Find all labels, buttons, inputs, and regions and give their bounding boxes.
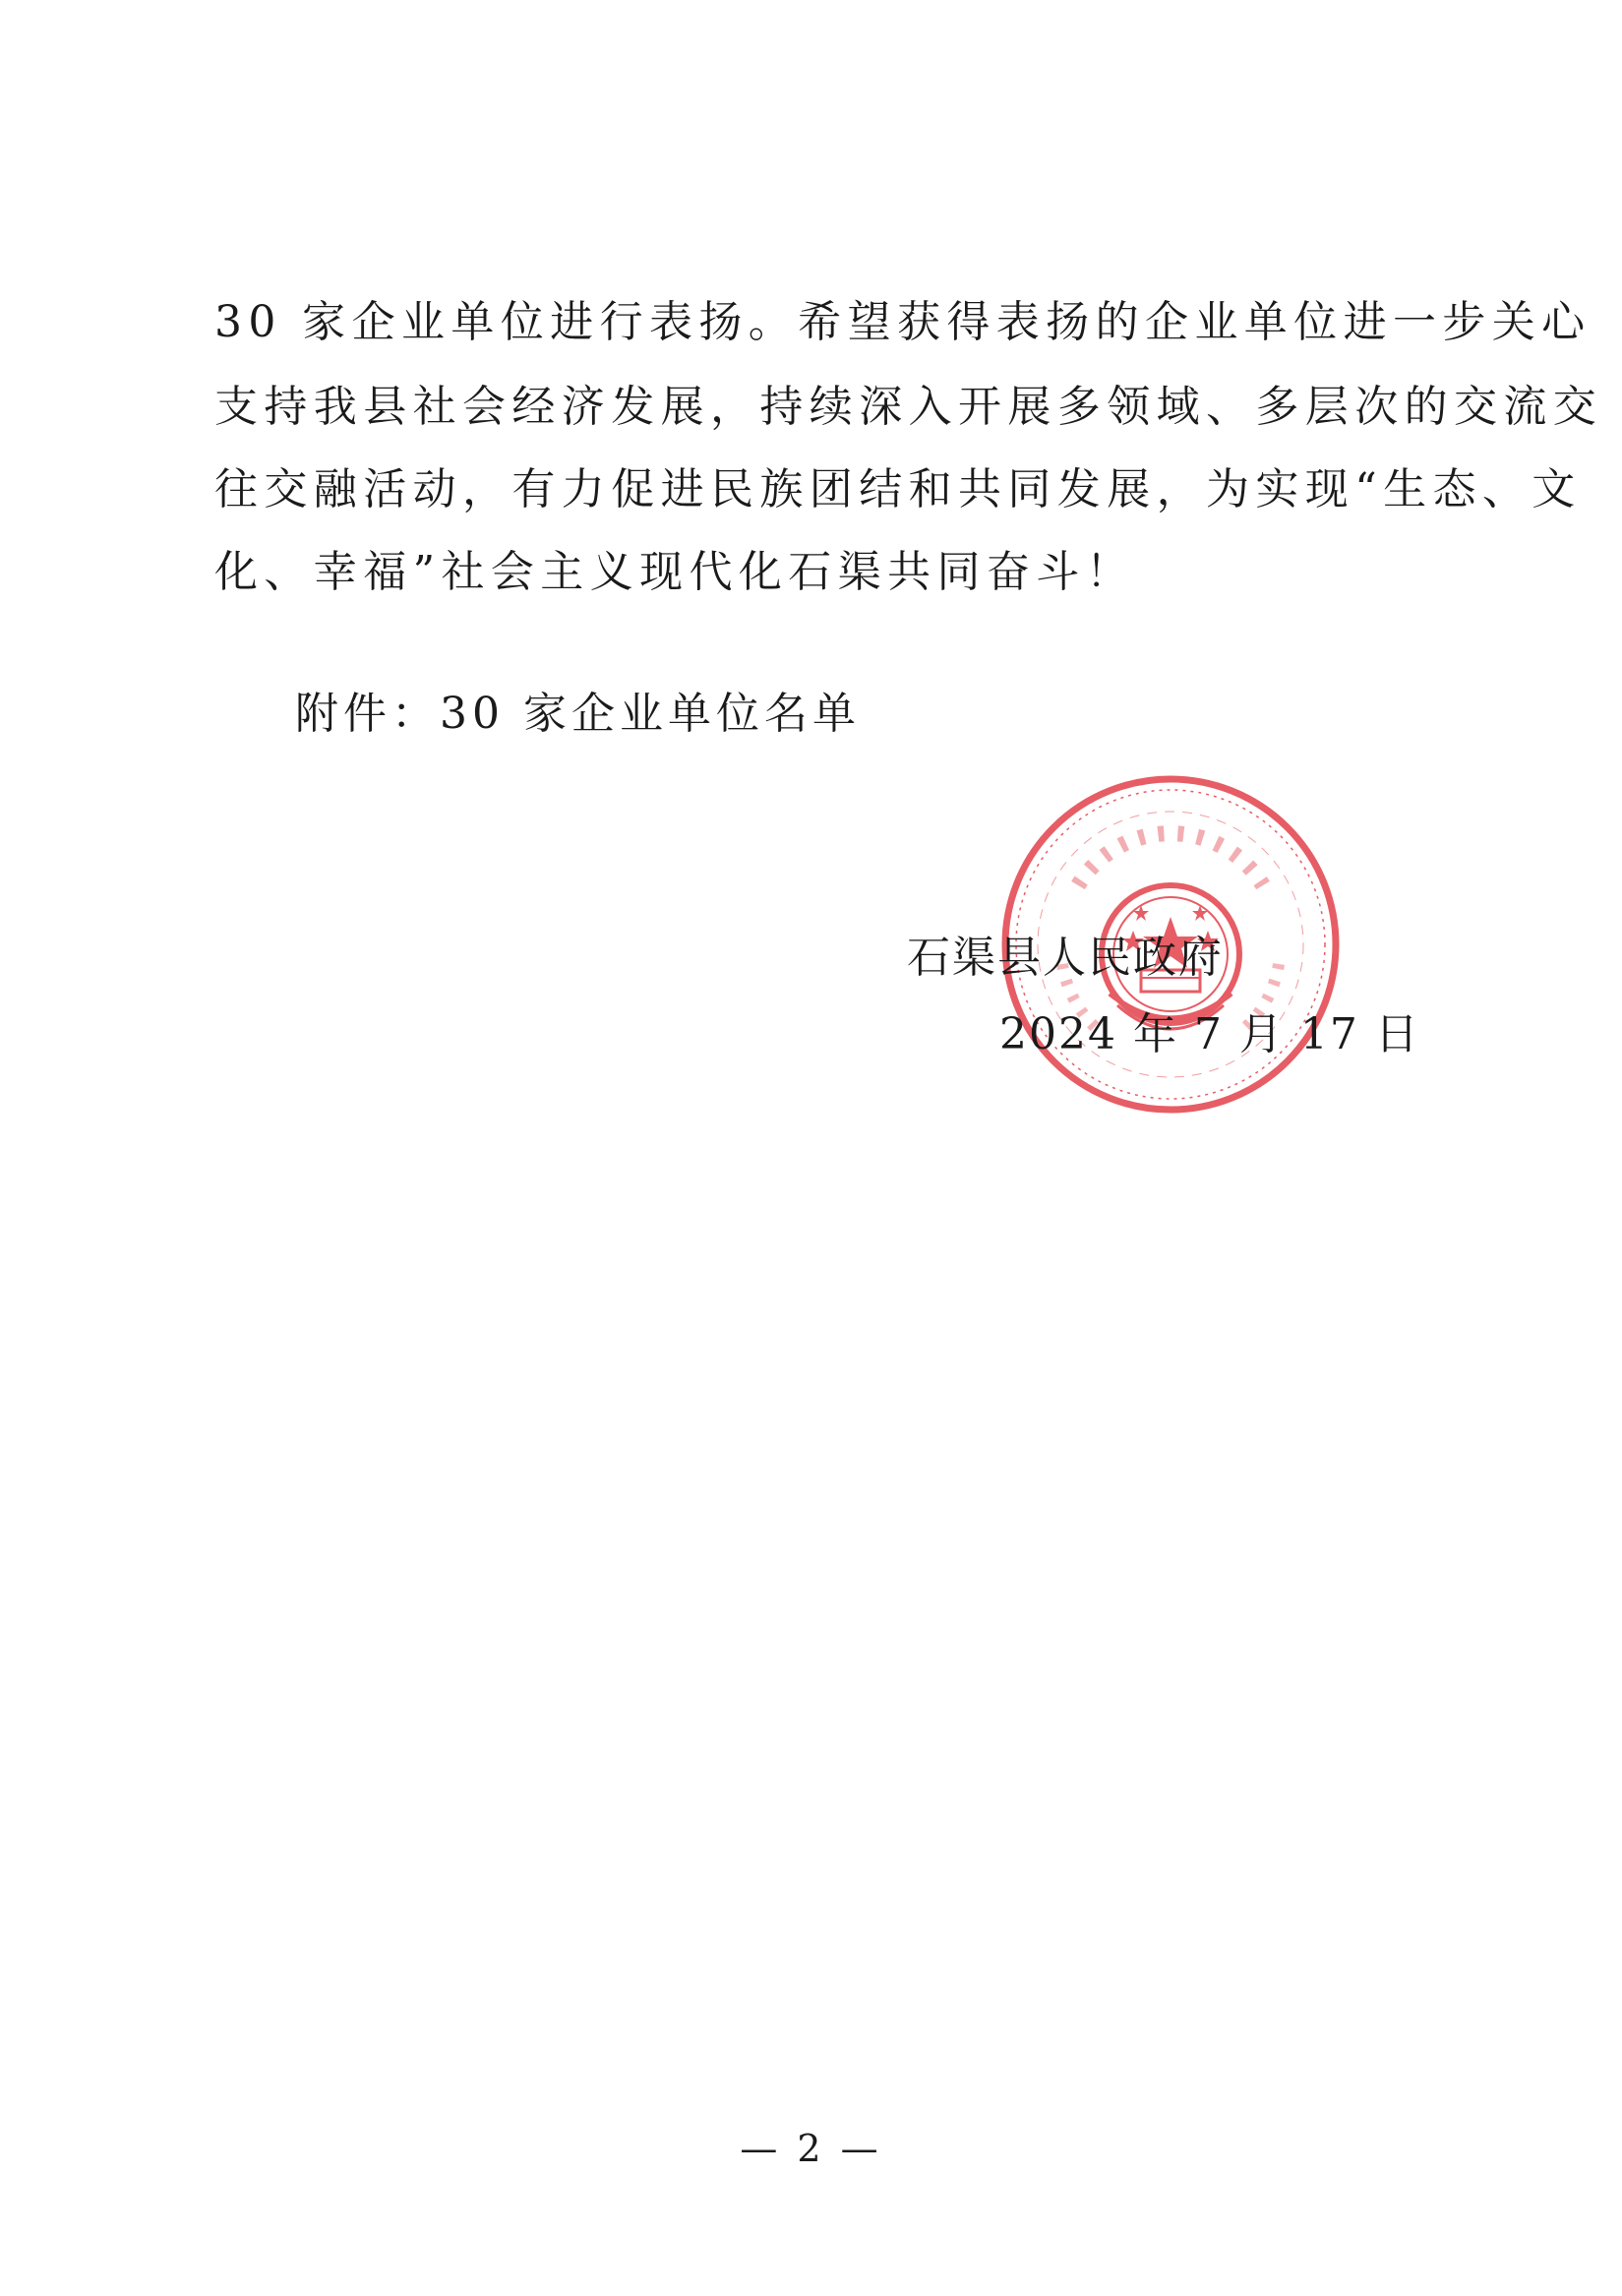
body-line-4: 化、幸福”社会主义现代化石渠共同奋斗！	[214, 547, 1136, 597]
attachment-note: 附件：30 家企业单位名单	[295, 689, 861, 739]
page-number: — 2 —	[740, 2127, 882, 2170]
issue-date: 2024 年 7 月 17 日	[999, 1009, 1420, 1059]
body-line-2: 支持我县社会经济发展，持续深入开展多领域、多层次的交流交	[214, 382, 1603, 432]
body-line-3: 往交融活动，有力促进民族团结和共同发展，为实现“生态、文	[214, 464, 1582, 514]
body-line-1: 30 家企业单位进行表扬。希望获得表扬的企业单位进一步关心	[214, 297, 1592, 347]
issuer-name: 石渠县人民政府	[907, 933, 1224, 983]
